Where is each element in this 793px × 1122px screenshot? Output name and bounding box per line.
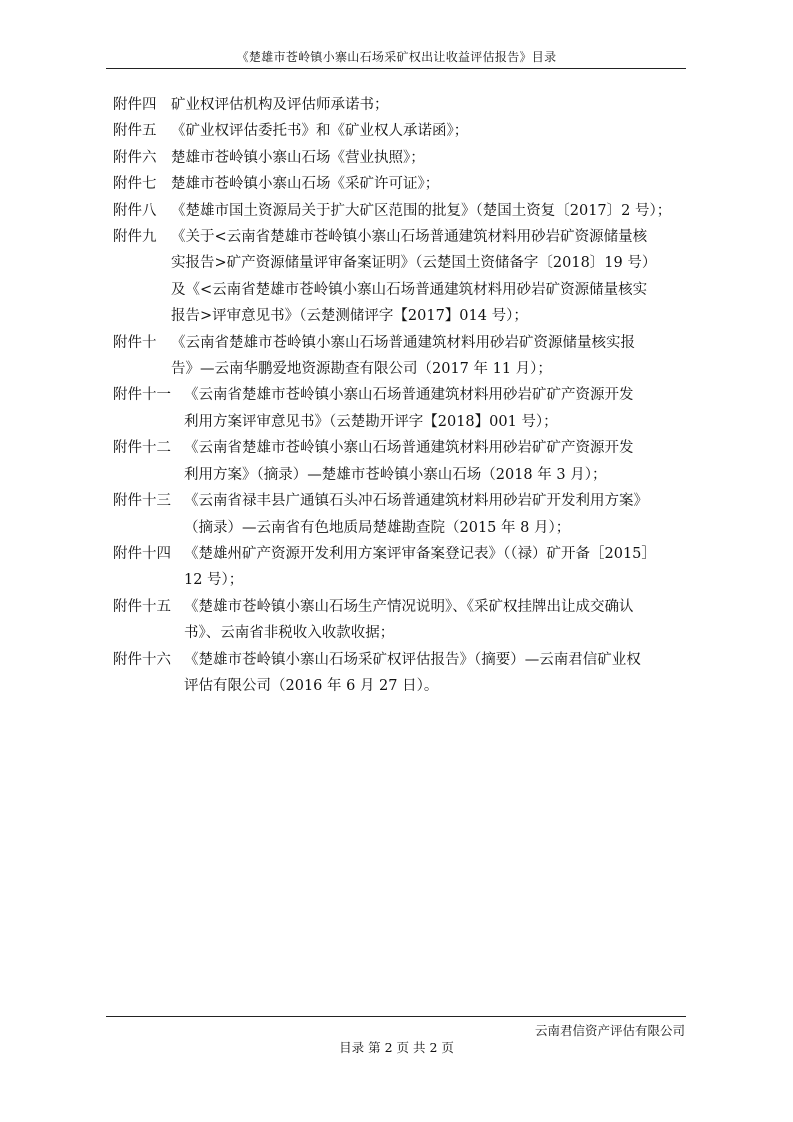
appendix-entry xyxy=(113,145,693,171)
appendix-text-line: 《云南省楚雄市苍岭镇小寨山石场普通建筑材料用砂岩矿矿产资源开发 xyxy=(184,440,634,457)
appendix-text-line: 《矿业权评估委托书》和《矿业权人承诺函》； xyxy=(171,123,469,140)
footer-divider xyxy=(106,1016,686,1017)
appendix-text-line: 实报告>矿产资源储量评审备案证明》（云楚国土资储备字〔2018〕19 号） xyxy=(171,255,657,272)
page-number: 目录 第 2 页 共 2 页 xyxy=(339,1040,454,1055)
footer-company: 云南君信资产评估有限公司 xyxy=(534,1023,685,1038)
appendix-entry xyxy=(113,171,693,197)
appendix-text xyxy=(184,488,648,541)
appendix-entry xyxy=(113,382,693,435)
appendix-text-line: 报告>评审意见书》（云楚测储评字【2017】014 号）； xyxy=(171,308,528,325)
appendix-text-line: 楚雄市苍岭镇小寨山石场《采矿许可证》； xyxy=(171,176,440,193)
appendix-label: 附件八 xyxy=(113,202,157,219)
appendix-text-line: 《云南省楚雄市苍岭镇小寨山石场普通建筑材料用砂岩矿资源储量核实报 xyxy=(171,334,635,351)
appendix-text xyxy=(171,118,468,144)
appendix-entry xyxy=(113,92,693,118)
appendix-label: 附件十五 xyxy=(113,598,171,615)
appendix-entry xyxy=(113,198,693,224)
header-divider xyxy=(106,68,686,69)
appendix-text xyxy=(184,647,641,700)
appendix-text xyxy=(171,145,425,171)
appendix-text xyxy=(171,198,671,224)
appendix-label: 附件十一 xyxy=(113,387,171,404)
appendix-text-line: 《楚雄市国土资源局关于扩大矿区范围的批复》（楚国土资复〔2017〕2 号）； xyxy=(171,202,672,219)
appendix-text xyxy=(171,171,439,197)
appendix-text-line: 评估有限公司（2016 年 6 月 27 日）。 xyxy=(184,677,439,694)
appendix-text xyxy=(171,92,389,118)
appendix-label: 附件十四 xyxy=(113,545,171,562)
appendix-text xyxy=(184,541,656,594)
appendix-label: 附件六 xyxy=(113,149,157,166)
appendix-text-line: 《楚雄州矿产资源开发利用方案评审备案登记表》（（禄）矿开备［2015］ xyxy=(184,545,656,562)
appendix-text-line: 《楚雄市苍岭镇小寨山石场生产情况说明》、《采矿权挂牌出让成交确认 xyxy=(184,598,634,615)
appendix-text xyxy=(184,594,634,647)
appendix-text xyxy=(171,224,656,330)
appendix-label: 附件十二 xyxy=(113,440,171,457)
appendix-entry xyxy=(113,647,693,700)
appendix-label: 附件七 xyxy=(113,176,157,193)
appendix-text-line: 《云南省楚雄市苍岭镇小寨山石场普通建筑材料用砂岩矿矿产资源开发 xyxy=(184,387,634,404)
appendix-text-line: 书》、云南省非税收入收款收据； xyxy=(184,625,395,642)
appendix-list xyxy=(113,92,693,699)
appendix-label: 附件十三 xyxy=(113,493,171,510)
appendix-label: 附件十六 xyxy=(113,651,171,668)
appendix-text xyxy=(184,382,634,435)
appendix-entry xyxy=(113,435,693,488)
appendix-label: 附件四 xyxy=(113,97,157,113)
appendix-text-line: 《关于<云南省楚雄市苍岭镇小寨山石场普通建筑材料用砂岩矿资源储量核 xyxy=(171,229,648,246)
appendix-text-line: 《云南省禄丰县广通镇石头冲石场普通建筑材料用砂岩矿开发利用方案》 xyxy=(184,493,648,510)
appendix-entry xyxy=(113,224,693,330)
appendix-label: 附件五 xyxy=(113,123,157,140)
appendix-entry xyxy=(113,488,693,541)
appendix-entry xyxy=(113,330,693,383)
appendix-text-line: 利用方案评审意见书》（云楚勘开评字【2018】001 号）； xyxy=(184,413,558,430)
appendix-text xyxy=(171,330,635,383)
page-header-title: 《楚雄市苍岭镇小寨山石场采矿权出让收益评估报告》目录 xyxy=(236,50,557,64)
appendix-label: 附件九 xyxy=(113,229,157,246)
appendix-text-line: 《楚雄市苍岭镇小寨山石场采矿权评估报告》（摘要）—云南君信矿业权 xyxy=(184,651,641,668)
appendix-label: 附件十 xyxy=(113,334,157,351)
appendix-text-line: 12 号）； xyxy=(184,572,244,589)
appendix-entry xyxy=(113,118,693,144)
appendix-text-line: （摘录）—云南省有色地质局楚雄勘查院（2015 年 8 月）； xyxy=(184,519,571,536)
appendix-text-line: 利用方案》（摘录）—楚雄市苍岭镇小寨山石场（2018 年 3 月）； xyxy=(184,466,607,483)
appendix-text-line: 及《<云南省楚雄市苍岭镇小寨山石场普通建筑材料用砂岩矿资源储量核实 xyxy=(171,281,648,298)
appendix-entry xyxy=(113,541,693,594)
appendix-text-line: 矿业权评估机构及评估师承诺书； xyxy=(171,97,389,113)
appendix-text xyxy=(184,435,634,488)
appendix-text-line: 楚雄市苍岭镇小寨山石场《营业执照》； xyxy=(171,149,425,166)
appendix-entry xyxy=(113,594,693,647)
appendix-text-line: 告》—云南华鹏爱地资源勘查有限公司（2017 年 11 月）； xyxy=(171,361,552,378)
